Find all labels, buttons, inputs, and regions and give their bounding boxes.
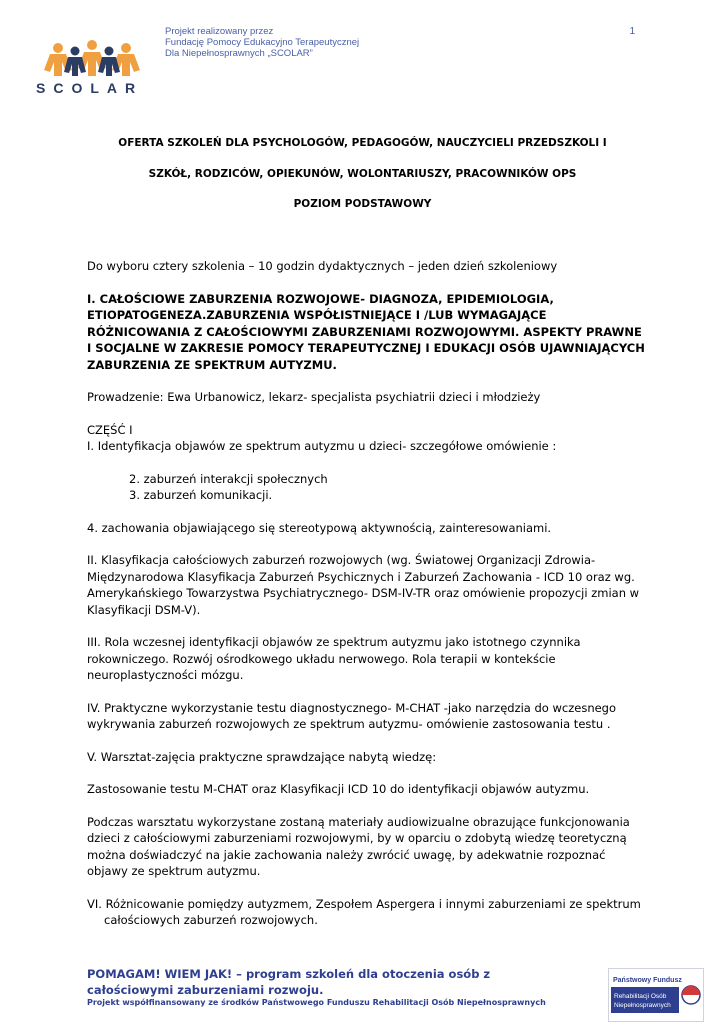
document-body [87, 258, 647, 945]
title-line-1: OFERTA SZKOLEŃ DLA PSYCHOLOGÓW, PEDAGOGÓW, NAUCZYCIELI PRZEDSZKOLI I [118, 137, 607, 149]
section-title: I. CAŁOŚCIOWE ZABURZENIA ROZWOJOWE- DIAGNOZA, EPIDEMIOLOGIA, ETIOPATOGENEZA.ZABURZENIA WSPÓŁISTNIEJĄCE I /LUB WYMAGAJĄCE RÓŻNICOWANIA Z CAŁOŚCIOWYMI ZABURZENIAMI ROZWOJOWYMI. ASPEKTY PRAWNE I SOCJALNE W ZAKRESIE POMOCY TERAPEUTYCZNEJ I EDUKACJI OSÓB UJAWNIAJĄCYCH ZABURZENIA ZE SPEKTRUM AUTYZMU. [87, 291, 645, 372]
header-line-3: Dla Niepełnosprawnych „SCOLAR” [165, 48, 313, 59]
item-4: 4. zachowania objawiającego się stereotypową aktywnością, zainteresowaniami. [87, 520, 552, 535]
page-number: 1 [629, 26, 635, 37]
pfron-line-2: Rehabilitacji Osób [614, 993, 667, 1000]
lecturer-text: Prowadzenie: Ewa Urbanowicz, lekarz- specjalista psychiatrii dzieci i młodzieży [87, 390, 541, 404]
pfron-line-3: Niepełnosprawnych [614, 1002, 671, 1009]
part-label: CZĘŚĆ I [87, 422, 133, 437]
item-vi: VI. Różnicowanie pomiędzy autyzmem, Zespołem Aspergera i innymi zaburzeniami ze spektrum całościowych zaburzeń rozwojowych. [87, 896, 641, 927]
footer-program-title: POMAGAM! WIEM JAK! – program szkoleń dla otoczenia osób z całościowymi zaburzeniami rozwoju. [87, 967, 491, 997]
logo-wordmark: SCOLAR [36, 80, 144, 96]
workshop-text: Podczas warsztatu wykorzystane zostaną materiały audiowizualne obrazujące funkcjonowania dzieci z całościowymi zaburzeniami rozwojowymi, by w oparciu o zdobytą wiedzę teoretyczną można doświadczyć na jakie zachowania należy zwrócić uwagę, by adekwatnie rozpoznać objawy ze spektrum autyzmu. [87, 814, 630, 878]
sub-item-3: 3. zaburzeń komunikacji. [129, 488, 273, 502]
pfron-logo-icon [608, 968, 704, 1022]
sub-item-2: 2. zaburzeń interakcji społecznych [129, 471, 328, 486]
item-v: V. Warsztat-zajęcia praktyczne sprawdzające nabytą wiedzę: [87, 749, 437, 764]
intro-text: Do wyboru cztery szkolenia – 10 godzin dydaktycznych – jeden dzień szkoleniowy [87, 259, 558, 273]
footer-funding-note: Projekt współfinansowany ze środków Państwowego Funduszu Rehabilitacji Osób Niepełnosprawnych [87, 998, 546, 1007]
header-project-info [165, 26, 359, 59]
pfron-line-1: Państwowy Fundusz [613, 977, 682, 984]
title-line-2: SZKÓŁ, RODZICÓW, OPIEKUNÓW, WOLONTARIUSZY, PRACOWNIKÓW OPS [148, 168, 577, 180]
item-iii: III. Rola wczesnej identyfikacji objawów ze spektrum autyzmu jako istotnego czynnika rokowniczego. Rozwój ośrodkowego układu nerwowego. Rola terapii w kontekście neuroplastyczności mózgu. [87, 635, 581, 682]
mchat-text: Zastosowanie testu M-CHAT oraz Klasyfikacji ICD 10 do identyfikacji objawów autyzmu. [87, 782, 590, 796]
header-line-1: Projekt realizowany przez [165, 26, 274, 37]
title-line-3: POZIOM PODSTAWOWY [293, 198, 432, 210]
item-i: I. Identyfikacja objawów ze spektrum autyzmu u dzieci- szczegółowe omówienie : [87, 439, 557, 453]
item-ii: II. Klasyfikacja całościowych zaburzeń rozwojowych (wg. Światowej Organizacji Zdrowia- Międzynarodowa Klasyfikacja Zaburzeń Psychicznych i Zaburzeń Zachowania - ICD 10 oraz wg. Amerykańskiego Towarzystwa Psychiatrycznego- DSM-IV-TR oraz omówienie propozycji zmian w Klasyfikacji DSM-V). [87, 553, 640, 617]
header-line-2: Fundację Pomocy Edukacyjno Terapeutycznej [165, 37, 360, 48]
item-iv: IV. Praktyczne wykorzystanie testu diagnostycznego- M-CHAT -jako narzędzia do wczesnego wykrywania zaburzeń rozwojowych ze spektrum autyzmu- omówienie zastosowania testu . [87, 700, 617, 731]
